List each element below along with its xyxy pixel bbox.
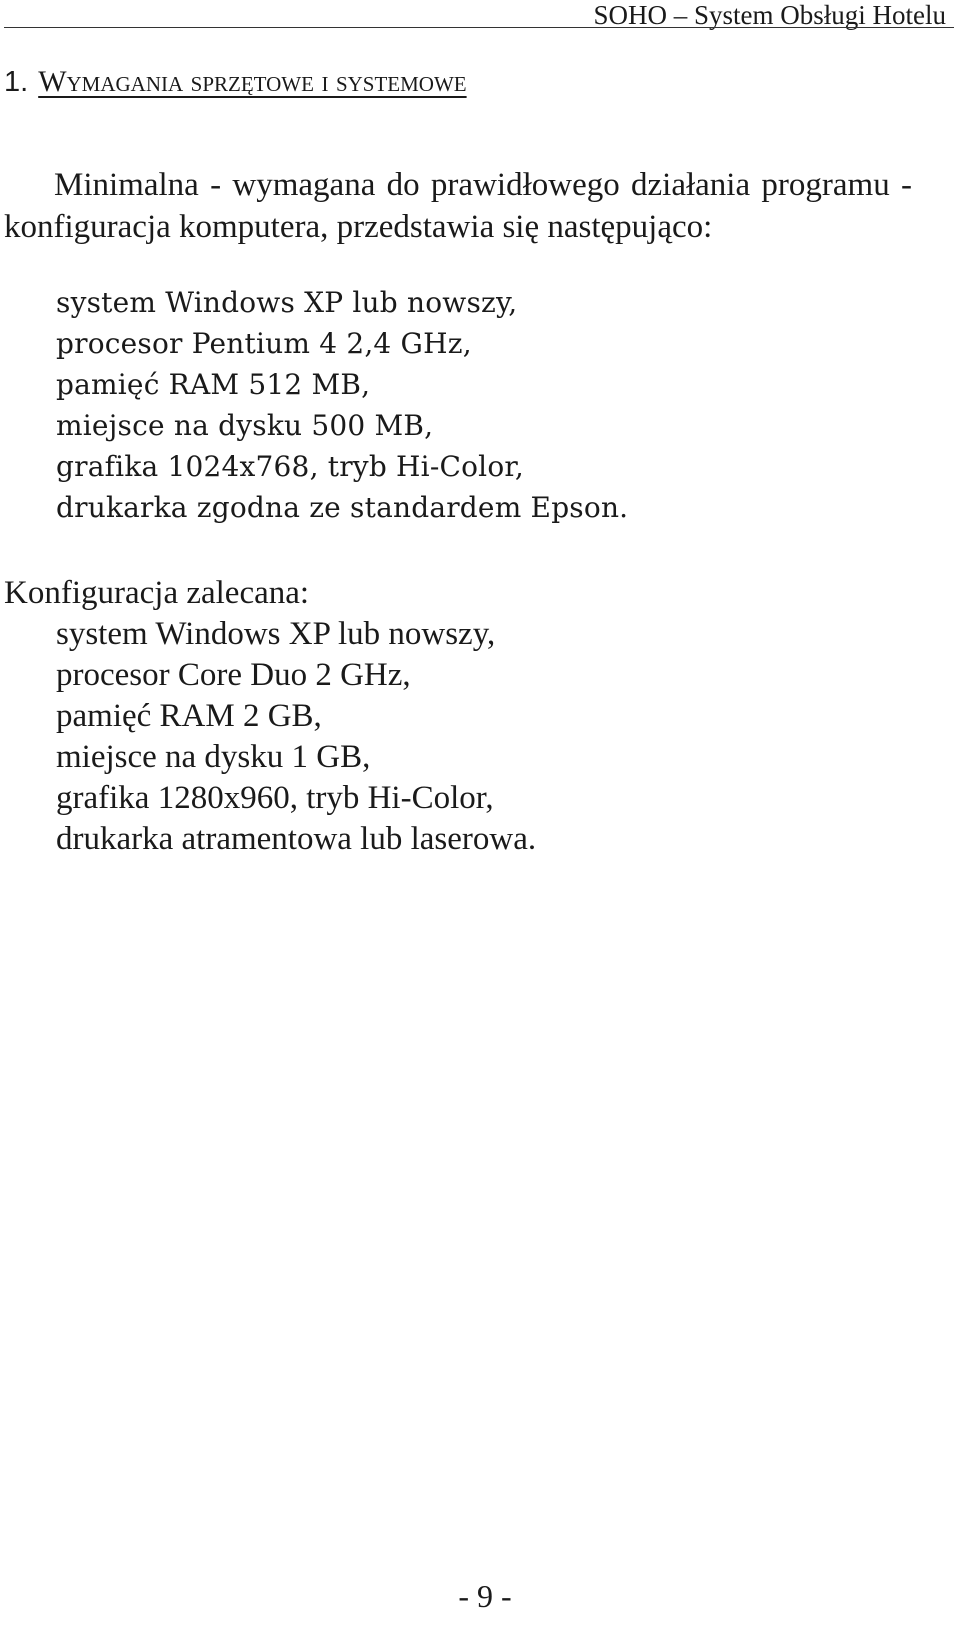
- running-header: SOHO – System Obsługi Hotelu: [593, 0, 946, 30]
- intro-text: Minimalna - wymagana do prawidłowego działania programu - konfiguracja komputera, przedstawia się następująco:: [4, 167, 912, 245]
- page-number-wrapper: [0, 1578, 960, 1614]
- section-title: Wymagania sprzętowe i systemowe: [38, 65, 467, 98]
- list-item: system Windows XP lub nowszy,: [56, 616, 496, 652]
- header-rule: [4, 27, 954, 28]
- list-item: drukarka atramentowa lub laserowa.: [56, 821, 537, 857]
- list-item: drukarka zgodna ze standardem Epson.: [56, 491, 629, 524]
- list-item: pamięć RAM 2 GB,: [56, 698, 322, 734]
- section-number: 1.: [4, 66, 29, 98]
- minimum-requirements-list: [56, 282, 628, 528]
- list-item: procesor Core Duo 2 GHz,: [56, 657, 411, 693]
- intro-paragraph: [4, 164, 912, 248]
- list-item: system Windows XP lub nowszy,: [56, 286, 518, 319]
- list-item: miejsce na dysku 1 GB,: [56, 739, 371, 775]
- list-item: grafika 1280x960, tryb Hi-Color,: [56, 780, 494, 816]
- page-number: - 9 -: [458, 1578, 512, 1614]
- list-item: miejsce na dysku 500 MB,: [56, 409, 434, 442]
- list-item: grafika 1024x768, tryb Hi-Color,: [56, 450, 524, 483]
- list-item: pamięć RAM 512 MB,: [56, 368, 371, 401]
- recommended-requirements-list: [56, 614, 536, 860]
- section-heading: [4, 64, 467, 100]
- recommended-heading: Konfiguracja zalecana:: [4, 575, 310, 611]
- list-item: procesor Pentium 4 2,4 GHz,: [56, 327, 472, 360]
